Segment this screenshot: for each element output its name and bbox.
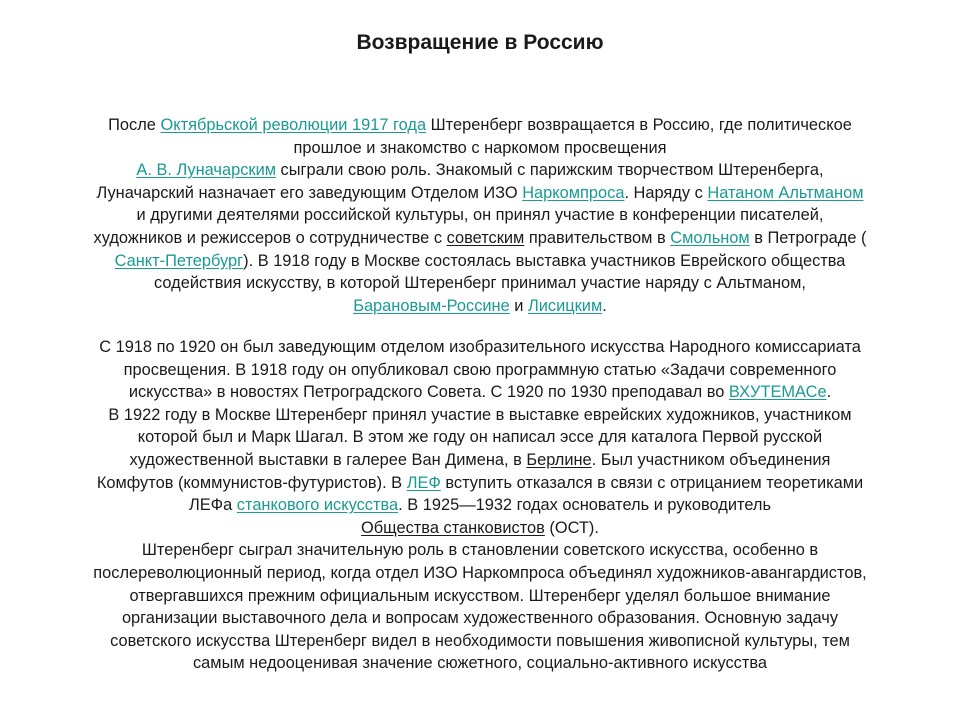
text-run: правительством в (524, 228, 671, 247)
text-run: которой был и Марк Шагал. В этом же году он написал эссе для каталога Первой русской (137, 428, 823, 447)
text-run: прошлое и знакомство с наркомом просвещения (293, 138, 667, 157)
text-link[interactable]: Барановым-Россине (353, 296, 510, 315)
text-run: художников и режиссеров о сотрудничестве с (93, 228, 447, 247)
text-run: После (108, 116, 161, 134)
page-title: Возвращение в Россию (356, 31, 604, 54)
text-run: Штеренберг сыграл значительную роль в становлении советского искусства, особенно в (141, 541, 819, 560)
text-run: . (826, 383, 832, 402)
text-run: ). В 1918 году в Москве состоялась выставка участников Еврейского общества (243, 251, 846, 270)
text-run: сыграли свою роль. Знакомый с парижским творчеством Штеренберга, (276, 161, 824, 180)
text-run: (ОСТ). (544, 518, 599, 537)
text-run: искусства» в новостях Петроградского Совета. С 1920 по 1930 преподавал во (128, 383, 729, 402)
text-run: В 1922 году в Москве Штеренберг принял участие в выставке еврейских художников, участником (108, 405, 852, 424)
text-run: художественной выставки в галерее Ван Димена, в (129, 450, 527, 469)
paragraph-return-to-russia (40, 114, 920, 317)
text-run: послереволюционный период, когда отдел ИЗО Наркомпроса объединял художников-авангардистов, (93, 563, 867, 582)
text-run: советского искусства Штеренберг видел в необходимости повышения живописной культуры, тем (110, 631, 850, 650)
text-run: отвергавшихся прежним официальным искусством. Штеренберг уделял большое внимание (129, 586, 831, 605)
text-run: . Был участником объединения (591, 450, 831, 469)
text-run: Штеренберг возвращается в Россию, где политическое (426, 116, 852, 134)
text-run: . Наряду с (624, 183, 708, 202)
text-run: в Петрограде ( (749, 228, 867, 247)
text-link[interactable]: Смольном (670, 228, 750, 247)
text-run: просвещения. В 1918 году он опубликовал свою программную статью «Задачи современного (123, 360, 837, 379)
text-link[interactable]: Октябрьской революции 1917 года (160, 116, 427, 134)
paragraph-soviet-period (40, 336, 920, 675)
text-link[interactable]: Наркомпроса (522, 183, 625, 202)
text-link[interactable]: Лисицким (527, 296, 603, 315)
text-run: Луначарский назначает его заведующим Отделом ИЗО (96, 183, 523, 202)
text-link[interactable]: А. В. Луначарским (136, 161, 276, 180)
text-run: Комфутов (коммунистов-футуристов). В (96, 473, 407, 492)
text-link[interactable]: Натаном Альтманом (707, 183, 864, 202)
text-link[interactable]: ВХУТЕМАСе (728, 383, 827, 402)
text-link[interactable]: советским (446, 228, 525, 247)
text-run: организации выставочного дела и вопросам художественного образования. Основную задачу (121, 609, 839, 628)
text-run: . В 1925—1932 годах основатель и руководитель (398, 496, 772, 515)
text-link[interactable]: Берлине (526, 450, 592, 469)
text-link[interactable]: станкового искусства (236, 496, 399, 515)
text-run: и (509, 296, 528, 315)
text-link[interactable]: ЛЕФ (406, 473, 441, 492)
text-run: и другими деятелями российской культуры, он принял участие в конференции писателей, (136, 206, 824, 225)
text-run: содействия искусству, в которой Штеренберг принимал участие наряду с Альтманом, (154, 274, 806, 293)
text-run: С 1918 по 1920 он был заведующим отделом изобразительного искусства Народного комиссариата (99, 338, 861, 356)
text-run: . (602, 296, 607, 315)
text-run: самым недооценивая значение сюжетного, социально-активного искусства (192, 654, 768, 673)
text-link[interactable]: Санкт-Петербург (114, 251, 244, 270)
text-run: ЛЕФа (188, 496, 237, 515)
text-run: вступить отказался в связи с отрицанием теоретиками (440, 473, 864, 492)
text-link[interactable]: Общества станковистов (361, 518, 545, 537)
